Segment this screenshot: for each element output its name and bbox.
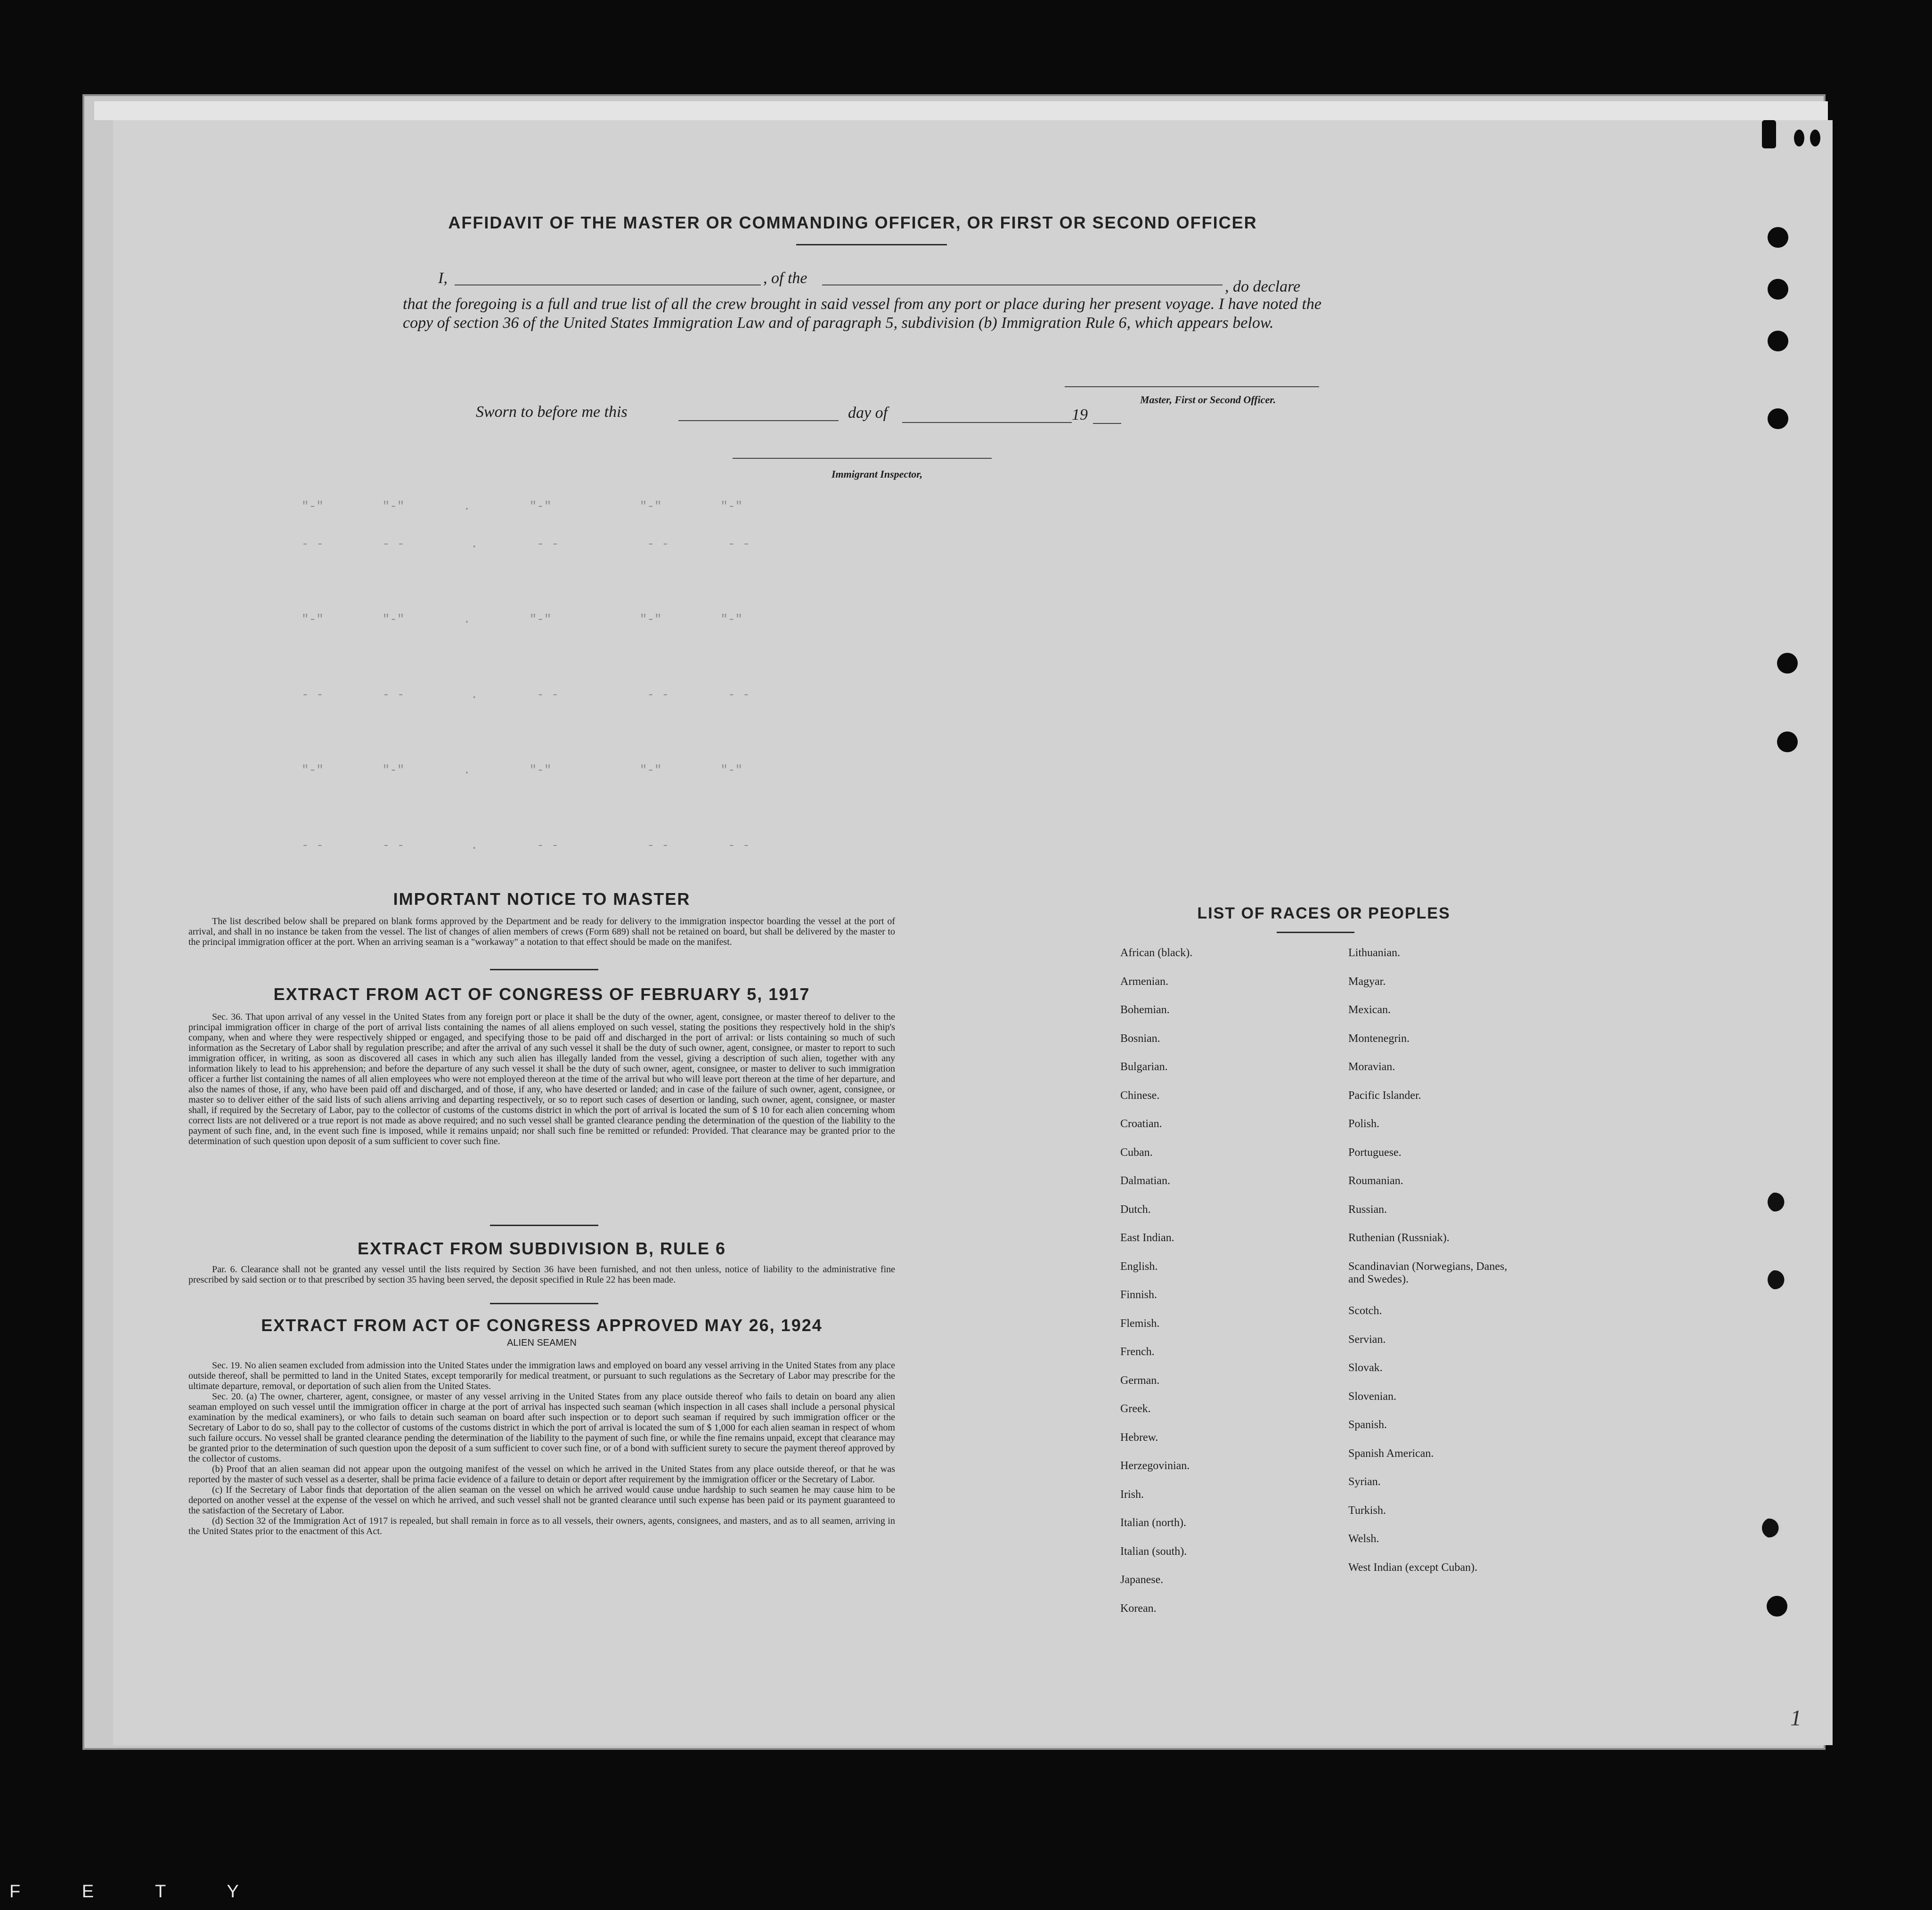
race-item: German. (1120, 1374, 1160, 1387)
affidavit-declare: , do declare (1225, 278, 1301, 295)
day-of-label: day of (848, 404, 888, 422)
race-item: Ruthenian (Russniak). (1348, 1232, 1450, 1244)
show-through-mark: "-" "-" . "-" "-" "-" (302, 499, 743, 513)
affidavit-of-the: , of the (763, 269, 807, 287)
race-item: Scotch. (1348, 1305, 1382, 1317)
race-item: Spanish. (1348, 1419, 1387, 1431)
punch-hole (1767, 1596, 1787, 1617)
race-item: Bosnian. (1120, 1032, 1160, 1045)
punch-hole (1768, 1269, 1788, 1290)
race-item: Greek. (1120, 1403, 1151, 1415)
extract-1924-subtitle: ALIEN SEAMEN (507, 1338, 577, 1348)
rule-6-divider (490, 1303, 598, 1304)
clip-mark (1762, 120, 1776, 148)
extract-1917-divider (490, 1225, 598, 1226)
affidavit-body: that the foregoing is a full and true list of all the crew brought in said vessel from any port or place during her present voyage. I have noted the copy of section 36 of the United States Immigration Law and of paragraph 5, subdivision (b) Immigration Rule 6, which appears below. (403, 295, 1321, 332)
race-item: Polish. (1348, 1118, 1380, 1130)
affidavit-i: I, (438, 269, 448, 287)
show-through-mark: - - - - . - - - - - - (302, 688, 750, 702)
punch-hole (1777, 653, 1798, 674)
race-item: Armenian. (1120, 975, 1168, 988)
year-line (1093, 423, 1121, 424)
name-blank-line (455, 284, 761, 285)
sec-20-a: Sec. 20. (a) The owner, charterer, agent, consignee, or master of any vessel arriving in the United States from any place outside thereof who fails to detain on board any alien seaman employed on such vessel until the immigration officer in charge at the port of arrival has inspected such seaman (which inspection in all cases shall include a personal physical examination by the medical examiners), or who fails to detain such seaman on board after such inspection or to deport such seaman if required by such immigration officer or the Secretary of Labor to do so, shall pay to the collector of customs of the customs district in which the port of arrival is located the sum of $ 1,000 for each alien seaman in respect of whom such failure occurs. No vessel shall be granted clearance pending the determination of the liability to the payment of such fine, or while the fine remains unpaid, except that clearance may be granted prior to the determination of such question upon the deposit of a sum sufficient to cover such fine, or of a bond with sufficient surety to secure the payment thereof approved by the collector of customs. (188, 1391, 895, 1464)
race-item: Slovak. (1348, 1362, 1383, 1374)
race-item: Spanish American. (1348, 1447, 1434, 1460)
race-item: Irish. (1120, 1488, 1144, 1501)
race-item: Montenegrin. (1348, 1032, 1410, 1045)
punch-hole (1768, 279, 1788, 300)
race-item: Slovenian. (1348, 1390, 1396, 1403)
race-item: Italian (north). (1120, 1517, 1186, 1529)
race-item: East Indian. (1120, 1232, 1174, 1244)
show-through-mark: - - - - . - - - - - - (302, 838, 750, 853)
race-item: Portuguese. (1348, 1146, 1402, 1159)
punch-hole (1777, 731, 1798, 752)
race-item: Herzegovinian. (1120, 1460, 1190, 1472)
race-item: West Indian (except Cuban). (1348, 1561, 1477, 1574)
punch-hole (1768, 331, 1788, 351)
sworn-day-line (678, 420, 839, 421)
clip-mark (1810, 130, 1820, 146)
affidavit-title: AFFIDAVIT OF THE MASTER OR COMMANDING OFFICER, OR FIRST OR SECOND OFFICER (448, 213, 1257, 232)
race-item: Flemish. (1120, 1317, 1160, 1330)
extract-1924-title: EXTRACT FROM ACT OF CONGRESS APPROVED MAY 26, 1924 (261, 1316, 823, 1335)
vessel-blank-line (822, 284, 1223, 285)
race-item: Turkish. (1348, 1504, 1386, 1517)
race-item: Italian (south). (1120, 1545, 1187, 1558)
rule-6-title: EXTRACT FROM SUBDIVISION B, RULE 6 (357, 1239, 726, 1258)
show-through-mark: - - - - . - - - - - - (302, 537, 750, 551)
sec-20-d: (d) Section 32 of the Immigration Act of 1917 is repealed, but shall remain in force as to all vessels, their owners, agents, consignees, and masters, and as to all seamen, arriving in the United States prior to the enactment of this Act. (188, 1516, 895, 1536)
punch-hole (1768, 408, 1788, 429)
race-item: Mexican. (1348, 1004, 1391, 1016)
races-divider (1277, 932, 1354, 933)
extract-1917-text: Sec. 36. That upon arrival of any vessel in the United States from any foreign port or place it shall be the duty of the owner, agent, consignee, or master thereof to deliver to the principal immigration officer in charge of the port of arrival lists containing the names of all aliens employed on such vessel, stating the positions they respectively hold in the ship's company, when and where they were respectively shipped or engaged, and specifying those to be paid off and discharged in the port of arrival: or lists containing so much of such information as the Secretary of Labor shall by regulation prescribe; and after the arrival of any such vessel it shall be the duty of such owner, agent, consignee, or master to report to such immigration officer, in writing, as soon as discovered all cases in which any such alien has illegally landed from the vessel, giving a description of such alien, together with any information likely to lead to his apprehension; and before the departure of any such vessel it shall be the duty of such owner, agent, consignee, or master to deliver to such immigration officer a further list containing the names of all alien employees who were not employed thereon at the time of the arrival but who will leave port thereon at the time of her departure, and also the names of those, if any, who have been paid off and discharged, and of those, if any, who have deserted or landed; and in case of the failure of such owner, agent, consignee, or master so to deliver either of the said lists of such aliens arriving and departing respectively, or so to report such cases of desertion or landing, such owner, agent, consignee, or master shall, if required by the Secretary of Labor, pay to the collector of customs of the customs district in which the port of arrival is located the sum of $ 10 for each alien concerning whom correct lists are not delivered or a true report is not made as above required; and no such vessel shall be granted clearance pending the determination of the question of the liability to the payment of such fine, and, in the event such fine is imposed, while it remains unpaid; nor shall such fine be remitted or refunded: Provided. That clearance may be granted prior to the determination of such question upon deposit of a sum sufficient to cover such fine. (188, 1012, 895, 1146)
races-title: LIST OF RACES OR PEOPLES (1197, 904, 1451, 922)
sec-20-b: (b) Proof that an alien seaman did not appear upon the outgoing manifest of the vessel on which he arrived in the United States from any place outside thereof, or that he was reported by the master of such vessel as a deserter, shall be prima facie evidence of a failure to detain or deport after requirement by the immigration officer or the Secretary of Labor. (188, 1464, 895, 1485)
race-item: Russian. (1348, 1203, 1387, 1216)
race-item: Hebrew. (1120, 1431, 1158, 1444)
race-item: Cuban. (1120, 1146, 1153, 1159)
race-item: Pacific Islander. (1348, 1089, 1421, 1102)
rule-6-text: Par. 6. Clearance shall not be granted any vessel until the lists required by Section 36 have been furnished, and not then unless, notice of liability to the administrative fine prescribed by said section or to that prescribed by section 35 having been served, the deposit specified in Rule 22 has been made. (188, 1264, 895, 1285)
signature-line (1065, 386, 1319, 387)
paper-top-edge (94, 101, 1828, 120)
notice-title: IMPORTANT NOTICE TO MASTER (393, 889, 691, 909)
sworn-label: Sworn to before me this (476, 403, 628, 421)
extract-1917-title: EXTRACT FROM ACT OF CONGRESS OF FEBRUARY 5, 1917 (273, 984, 810, 1004)
sec-19: Sec. 19. No alien seamen excluded from admission into the United States under the immigration laws and employed on board any vessel arriving in the United States from any place outside thereof, shall be permitted to land in the United States, except temporarily for medical treatment, or pursuant to such regulations as the Secretary of Labor may prescribe for the ultimate departure, removal, or deportation of such alien from the United States. (188, 1360, 895, 1391)
corner-mark: 1 (1790, 1706, 1802, 1731)
race-item: Finnish. (1120, 1289, 1158, 1301)
punch-hole (1768, 1192, 1788, 1212)
race-item: Japanese. (1120, 1574, 1164, 1586)
extract-1924-text (188, 1360, 895, 1536)
master-label: Master, First or Second Officer. (1140, 394, 1276, 406)
race-item: Dutch. (1120, 1203, 1151, 1216)
sec-20-c: (c) If the Secretary of Labor finds that deportation of the alien seaman on the vessel on which he arrived would cause undue hardship to such seamen he may cause him to be deported on another vessel at the expense of the vessel on which he arrived, and such vessel shall not be granted clearance until such expense has been paid or its payment guaranteed to the satisfaction of the Secretary of Labor. (188, 1485, 895, 1516)
race-item: Korean. (1120, 1602, 1157, 1615)
race-item: Roumanian. (1348, 1175, 1403, 1187)
show-through-mark: "-" "-" . "-" "-" "-" (302, 612, 743, 626)
race-item: Bohemian. (1120, 1004, 1170, 1016)
race-item: Servian. (1348, 1333, 1386, 1346)
sworn-month-line (902, 422, 1072, 423)
clip-mark (1794, 130, 1804, 146)
notice-text: The list described below shall be prepared on blank forms approved by the Department and be ready for delivery to the immigration inspector boarding the vessel at the port of arrival, and shall in no instance be taken from the vessel. The list of changes of alien members of crews (Form 689) shall not be retained on board, but shall be delivered by the master to the principal immigration officer at the port. When an arriving seaman is a "workaway" a notation to that effect should be made on the manifest. (188, 916, 895, 947)
punch-hole (1768, 227, 1788, 248)
notice-divider (490, 969, 598, 970)
race-item: Bulgarian. (1120, 1061, 1168, 1073)
race-item: Moravian. (1348, 1061, 1395, 1073)
race-item: Scandinavian (Norwegians, Danes, and Swedes). (1348, 1260, 1508, 1285)
punch-hole (1762, 1518, 1783, 1538)
race-item: Chinese. (1120, 1089, 1160, 1102)
race-item: Syrian. (1348, 1476, 1381, 1488)
race-item: English. (1120, 1260, 1158, 1273)
race-item: Welsh. (1348, 1533, 1379, 1545)
race-item: Croatian. (1120, 1118, 1162, 1130)
show-through-mark: "-" "-" . "-" "-" "-" (302, 763, 743, 777)
race-item: Lithuanian. (1348, 947, 1400, 959)
race-item: French. (1120, 1346, 1155, 1358)
race-item: Magyar. (1348, 975, 1386, 988)
year-label: 19 (1072, 406, 1088, 423)
inspector-label: Immigrant Inspector, (831, 468, 923, 480)
inspector-line (733, 458, 992, 459)
title-underline (796, 244, 947, 245)
film-edge-code: F E T Y (9, 1882, 267, 1902)
race-item: African (black). (1120, 947, 1193, 959)
race-item: Dalmatian. (1120, 1175, 1170, 1187)
